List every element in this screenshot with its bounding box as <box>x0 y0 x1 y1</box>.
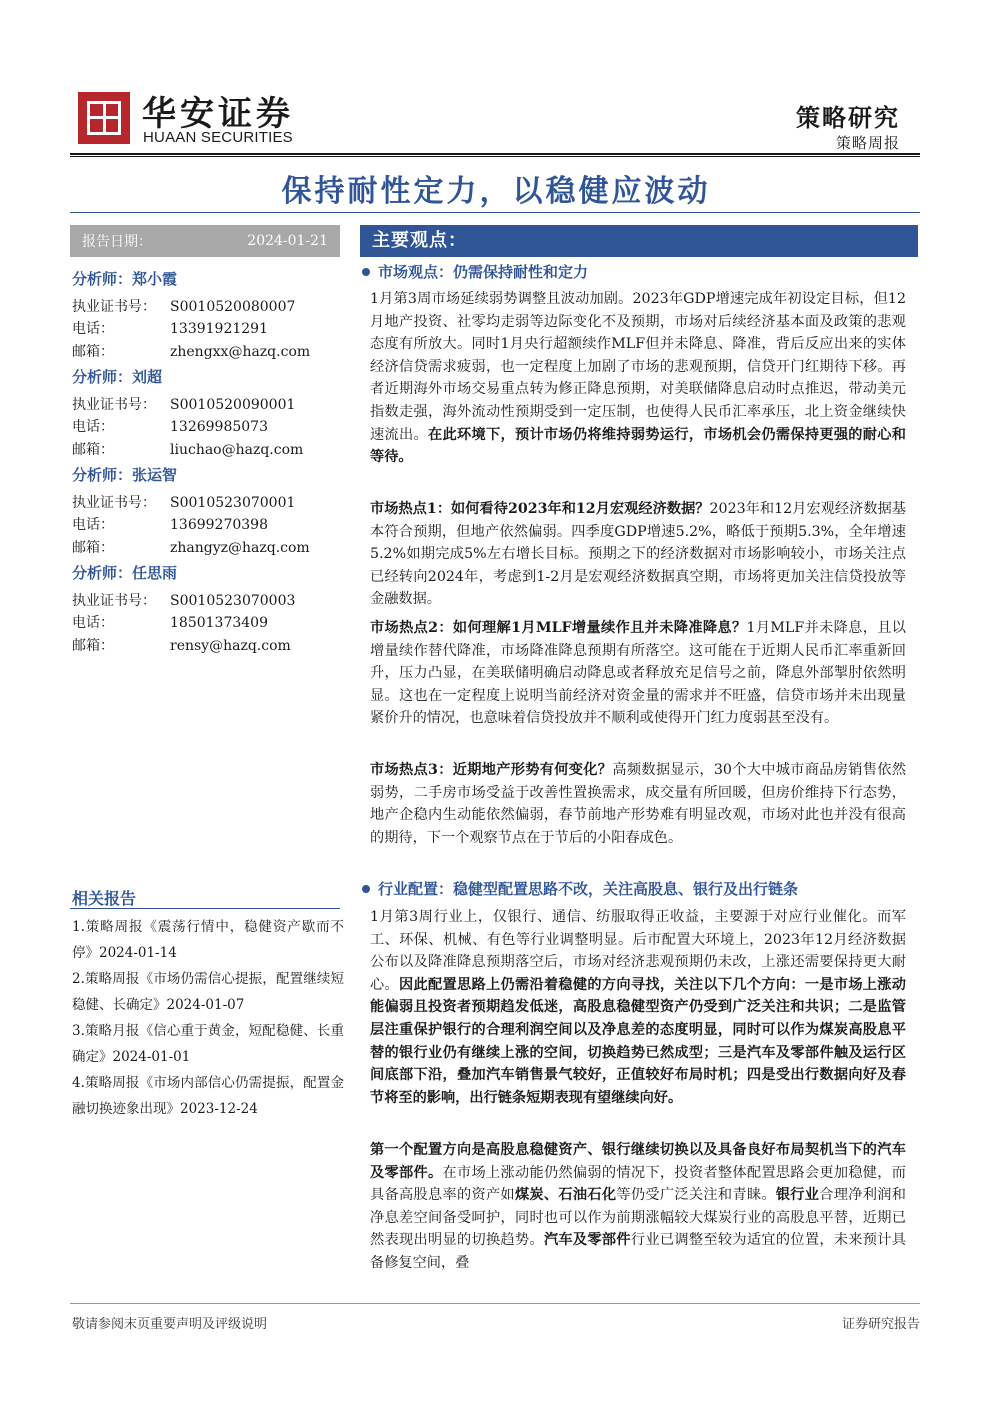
paragraph-emphasis: 煤炭、石油石化 <box>514 1187 617 1204</box>
section-heading-industry <box>362 878 798 899</box>
paragraph-text: 1月第3周行业上，仅银行、通信、纺服取得正收益，主要源于对应行业催化。而军工、环保、机械、有色等行业调整明显。后市配置大环境上，2023年12月经济数据公布以及降准降息预期落空后，市场对经济悲观预期仍未改，上涨还需要保持更大耐心。 <box>370 909 906 993</box>
paragraph-text: 高频数据显示，30个大中城市商品房销售依然弱势，二手房市场受益于改善性置换需求，成交量有所回暖，但房价维持下行态势，地产企稳内生动能依然偏弱，春节前地产形势难有明显改观，市场对此也并没有很高的期待，下一个观察节点在于节后的小阳春成色。 <box>370 762 906 846</box>
analyst-cert <box>72 394 295 414</box>
paragraph-emphasis: 银行业 <box>775 1187 820 1204</box>
analyst-phone-label: 电话： <box>72 615 114 631</box>
related-reports-title: 相关报告 <box>72 889 137 908</box>
bullet-icon <box>362 268 370 276</box>
footer-divider <box>70 1303 920 1304</box>
paragraph-text: 合理净利润和净息差空间备受呵护，同时也可以作为前期涨幅较大煤炭行业的高股息平替，近期已然表现出明显的切换趋势。 <box>370 1187 906 1249</box>
title-divider <box>70 212 920 213</box>
paragraph-hotspot-1 <box>370 498 906 611</box>
related-reports-divider <box>70 908 340 909</box>
footer-disclaimer: 敬请参阅末页重要声明及评级说明 <box>72 1317 268 1332</box>
related-report-item[interactable]: 3.策略月报《信心重于黄金，短配稳健、长重确定》2024-01-01 <box>72 1023 344 1065</box>
analyst-phone <box>72 612 268 632</box>
analyst-cert-label: 执业证书号： <box>72 495 156 511</box>
paragraph-emphasis: 在此环境下，预计市场仍将维持弱势运行，市场机会仍需保持更强的耐心和等待。 <box>370 426 906 466</box>
section-heading-text: 市场观点：仍需保持耐性和定力 <box>378 263 589 281</box>
paragraph-first-direction <box>370 1139 906 1275</box>
analyst-email-label: 邮箱： <box>72 540 114 556</box>
section-heading-text: 行业配置：稳健型配置思路不改，关注高股息、银行及出行链条 <box>378 880 799 898</box>
brand-name-en: HUAAN SECURITIES <box>143 129 293 146</box>
analyst-email <box>72 439 303 459</box>
paragraph-text: 1月第3周市场延续弱势调整且波动加剧。2023年GDP增速完成年初设定目标，但12月地产投资、社零均走弱等边际变化不及预期，市场对后续经济基本面及政策的悲观态度有所放大。同时1月央行超额续作MLF但并未降息、降准，背后反应出来的实体经济信贷需求疲弱，也一定程度上加剧了市场的悲观预期，信贷开门红期待下移。再者近期海外市场交易重点转为修正降息预期，对美联储降息启动时点推迟，带动美元指数走强，海外流动性预期受到一定压制，也使得人民币汇率承压，北上资金继续快速流出。 <box>370 291 906 443</box>
related-report-item[interactable]: 1.策略周报《震荡行情中，稳健资产歇而不停》2024-01-14 <box>72 919 344 961</box>
analyst-phone-value: 13391921291 <box>170 321 268 337</box>
analyst-cert <box>72 296 295 316</box>
analyst-phone <box>72 416 268 436</box>
analyst-email-label: 邮箱： <box>72 442 114 458</box>
related-report-item[interactable]: 2.策略周报《市场仍需信心提振，配置继续短稳健、长确定》2024-01-07 <box>72 971 344 1013</box>
hotspot-question: 市场热点3：近期地产形势有何变化？ <box>370 762 613 778</box>
paragraph-emphasis: 因此配置思路上仍需沿着稳健的方向寻找，关注以下几个方向：一是市场上涨动能偏弱且投资者预期趋发低迷，高股息稳健型资产仍受到广泛关注和共识；二是监管层注重保护银行的合理利润空间以及净息差的态度明显，同时可以作为煤炭高股息平替的银行业仍有继续上涨的空间，切换趋势已然成型；三是汽车及零部件触及运行区间底部下沿，叠加汽车销售景气较好，正值较好布局时机；四是受出行数据向好及春节将至的影响，出行链条短期表现有望继续向好。 <box>370 976 906 1106</box>
analyst-cert <box>72 492 295 512</box>
analyst-phone-value: 13699270398 <box>170 517 268 533</box>
analyst-phone-value: 13269985073 <box>170 419 268 435</box>
analyst-name: 分析师：张运智 <box>72 466 178 484</box>
paragraph-industry-allocation <box>370 906 906 1109</box>
paragraph-hotspot-3 <box>370 759 906 849</box>
analyst-phone-label: 电话： <box>72 517 114 533</box>
paragraph-emphasis: 第一个配置方向是高股息稳健资产、银行继续切换以及具备良好布局契机当下的汽车及零部件。 <box>370 1142 906 1181</box>
analyst-cert-value: S0010520080007 <box>170 299 296 315</box>
paragraph-hotspot-2 <box>370 617 906 730</box>
analyst-name: 分析师：任思雨 <box>72 564 178 582</box>
analyst-phone-label: 电话： <box>72 321 114 337</box>
analyst-cert-label: 执业证书号： <box>72 299 156 315</box>
analyst-cert-label: 执业证书号： <box>72 397 156 413</box>
hotspot-question: 市场热点1：如何看待2023年和12月宏观经济数据？ <box>370 501 710 517</box>
paragraph-text: 等仍受广泛关注和青睐。 <box>616 1187 776 1204</box>
report-date-bar <box>70 225 340 257</box>
company-logo <box>78 92 130 144</box>
analyst-cert-value: S0010523070003 <box>170 593 296 609</box>
report-subtype: 策略周报 <box>835 134 900 152</box>
analyst-email-value[interactable]: zhengxx@hazq.com <box>170 344 311 360</box>
related-report-item[interactable]: 4.策略周报《市场内部信心仍需提振，配置金融切换迹象出现》2023-12-24 <box>72 1075 344 1117</box>
analyst-cert-value: S0010523070001 <box>170 495 296 511</box>
analyst-name: 分析师：郑小霞 <box>72 270 178 288</box>
paragraph-text: 2023年和12月宏观经济数据基本符合预期，但地产依然偏弱。四季度GDP增速5.2%，略低于预期5.3%，全年增速5.2%如期完成5%左右增长目标。预期之下的经济数据对市场影响较小，市场关注点已经转向2024年，考虑到1-2月是宏观经济数据真空期，市场将更加关注信贷投放等金融数据。 <box>370 501 906 608</box>
paragraph-market-view <box>370 288 906 469</box>
page-title: 保持耐性定力，以稳健应波动 <box>281 174 711 209</box>
analyst-phone <box>72 514 268 534</box>
report-date-label: 报告日期： <box>82 234 152 250</box>
analyst-email-value[interactable]: rensy@hazq.com <box>170 638 291 654</box>
paragraph-emphasis: 汽车及零部件 <box>543 1232 631 1249</box>
analyst-cert-value: S0010520090001 <box>170 397 296 413</box>
analyst-phone-value: 18501373409 <box>170 615 268 631</box>
analyst-email-label: 邮箱： <box>72 638 114 654</box>
analyst-email <box>72 635 291 655</box>
analyst-email <box>72 341 310 361</box>
header-divider <box>70 153 920 155</box>
paragraph-text: 在市场上涨动能仍然偏弱的情况下，投资者整体配置思路会更加稳健，而具备高股息率的资产如 <box>370 1164 906 1204</box>
analyst-cert <box>72 590 295 610</box>
report-date-value: 2024-01-21 <box>247 233 328 249</box>
analyst-email-label: 邮箱： <box>72 344 114 360</box>
analyst-name: 分析师：刘超 <box>72 368 163 386</box>
header-divider-thin <box>70 156 920 157</box>
hotspot-question: 市场热点2：如何理解1月MLF增量续作且并未降准降息？ <box>370 620 747 636</box>
analyst-cert-label: 执业证书号： <box>72 593 156 609</box>
report-type: 策略研究 <box>796 103 900 132</box>
brand-name-cn: 华安证券 <box>142 94 294 134</box>
analyst-email <box>72 537 310 557</box>
analyst-phone <box>72 318 268 338</box>
analyst-phone-label: 电话： <box>72 419 114 435</box>
summary-header: 主要观点： <box>360 225 918 257</box>
section-heading-market <box>362 261 588 282</box>
footer-label: 证券研究报告 <box>841 1317 920 1332</box>
bullet-icon <box>362 885 370 893</box>
paragraph-text: 1月MLF并未降息，且以增量续作替代降准，市场降准降息预期有所落空。这可能在于近期人民币汇率重新回升，压力凸显，在美联储明确启动降息或者释放充足信号之前，降息外部掣肘依然明显。这也在一定程度上说明当前经济对资金量的需求并不旺盛，信贷市场并未出现量紧价升的情况，也意味着信贷投放并不顺利或使得开门红力度弱甚至没有。 <box>370 620 906 727</box>
analyst-email-value[interactable]: zhangyz@hazq.com <box>170 540 310 556</box>
paragraph-text: 行业已调整至较为适宜的位置，未来预计具备修复空间，叠 <box>370 1232 906 1271</box>
analyst-email-value[interactable]: liuchao@hazq.com <box>170 442 304 458</box>
